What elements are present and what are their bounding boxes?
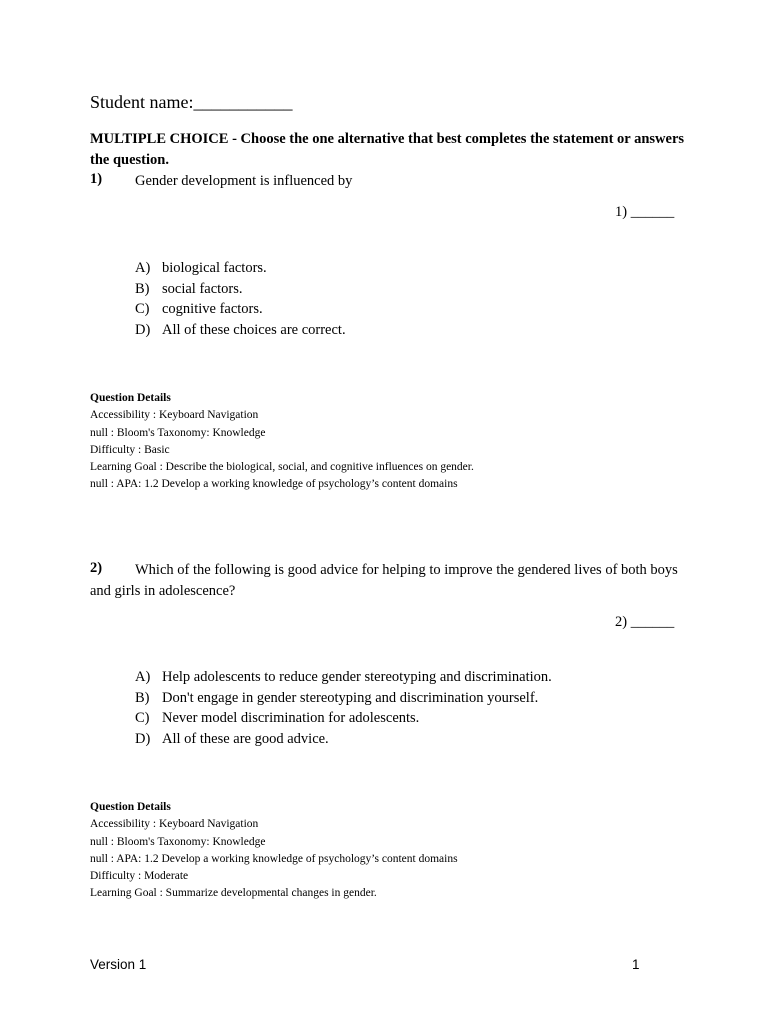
answer-blank[interactable]: 2) ______: [615, 614, 675, 630]
question-details: [90, 799, 458, 903]
footer-version: Version 1: [90, 957, 147, 972]
choice-text: cognitive factors.: [162, 301, 263, 318]
choice-d[interactable]: [135, 320, 346, 341]
question-number: 2): [90, 560, 103, 576]
detail-line: null : Bloom's Taxonomy: Knowledge: [90, 835, 266, 848]
detail-line: null : APA: 1.2 Develop a working knowledge of psychology’s content domains: [90, 478, 458, 491]
detail-line: null : APA: 1.2 Develop a working knowledge of psychology’s content domains: [90, 852, 458, 865]
question-text: Which of the following is good advice for helping to improve the gendered lives of both boys and girls in adolescence?: [90, 562, 678, 599]
detail-line: Accessibility : Keyboard Navigation: [90, 409, 259, 422]
choice-a[interactable]: [135, 258, 346, 279]
choice-text: All of these are good advice.: [162, 731, 329, 748]
choice-text: biological factors.: [162, 260, 267, 276]
choice-letter: C): [135, 301, 150, 318]
choice-list: [135, 667, 552, 750]
choice-letter: C): [135, 710, 150, 727]
choice-letter: D): [135, 322, 151, 339]
choice-b[interactable]: [135, 688, 552, 709]
choice-a[interactable]: [135, 667, 552, 688]
choice-text: Help adolescents to reduce gender stereotyping and discrimination.: [162, 669, 552, 685]
question-details-heading: Question Details: [90, 801, 171, 813]
detail-line: Learning Goal : Describe the biological, social, and cognitive influences on gender.: [90, 461, 474, 474]
question-number: 1): [90, 171, 103, 187]
choice-d[interactable]: [135, 729, 552, 750]
question-text: Gender development is influenced by: [135, 173, 353, 189]
question-details: [90, 390, 474, 494]
choice-text: Never model discrimination for adolescents.: [162, 710, 420, 727]
choice-b[interactable]: [135, 279, 346, 300]
choice-text: All of these choices are correct.: [162, 322, 346, 339]
question-details-heading: Question Details: [90, 392, 171, 404]
choice-c[interactable]: [135, 708, 552, 729]
detail-line: Difficulty : Basic: [90, 443, 170, 456]
choice-letter: B): [135, 689, 150, 706]
choice-letter: A): [135, 260, 151, 276]
answer-blank[interactable]: 1) ______: [615, 204, 675, 220]
detail-line: Learning Goal : Summarize developmental changes in gender.: [90, 887, 377, 900]
choice-c[interactable]: [135, 299, 346, 320]
footer-page-number: 1: [632, 957, 640, 972]
choice-list: [135, 258, 346, 341]
detail-line: Accessibility : Keyboard Navigation: [90, 818, 259, 831]
instructions: MULTIPLE CHOICE - Choose the one alternative that best completes the statement or answers the question.: [90, 131, 685, 168]
student-name-label: Student name:___________: [90, 92, 293, 112]
choice-letter: A): [135, 669, 151, 685]
choice-letter: B): [135, 280, 150, 297]
choice-text: social factors.: [162, 280, 243, 297]
detail-line: null : Bloom's Taxonomy: Knowledge: [90, 426, 266, 439]
choice-letter: D): [135, 731, 151, 748]
choice-text: Don't engage in gender stereotyping and discrimination yourself.: [162, 689, 539, 706]
detail-line: Difficulty : Moderate: [90, 870, 189, 883]
